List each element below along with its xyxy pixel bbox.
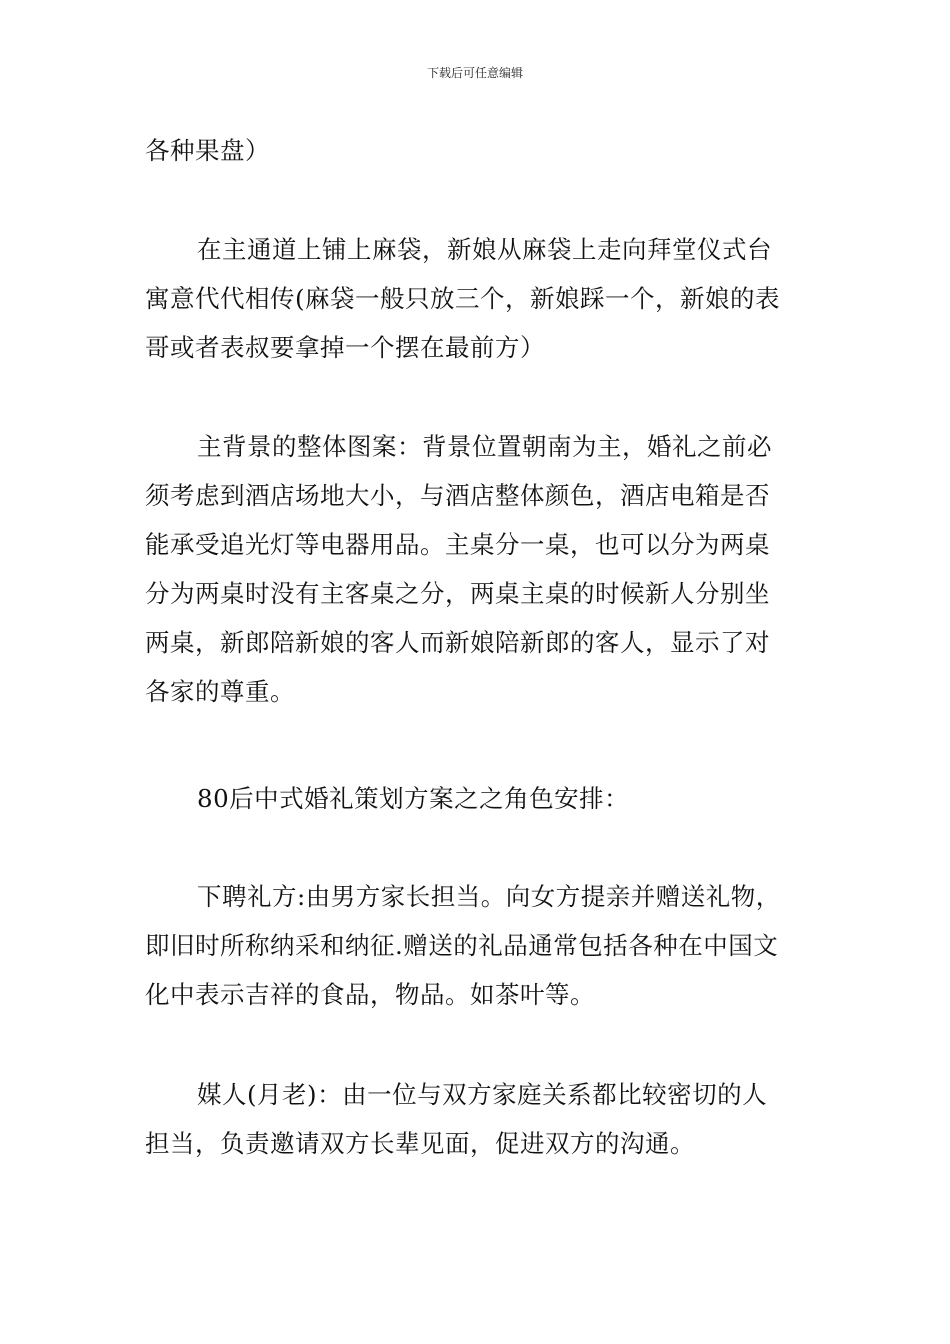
- paragraph-betrothal-gifts: [145, 872, 810, 1019]
- text-line: 即旧时所称纳采和纳征.赠送的礼品通常包括各种在中国文: [145, 931, 779, 960]
- text-line: 主背景的整体图案：背景位置朝南为主，婚礼之前必: [197, 432, 772, 461]
- page-header: 下载后可任意编辑: [426, 66, 523, 80]
- text-line: 下聘礼方:由男方家长担当。向女方提亲并赠送礼物，: [197, 882, 781, 911]
- text-line: 哥或者表叔要拿掉一个摆在最前方）: [145, 333, 545, 362]
- text-line: 两桌，新郎陪新娘的客人而新娘陪新郎的客人，显示了对: [145, 628, 770, 657]
- text-line: 各家的尊重。: [145, 677, 295, 706]
- text-line: 各种果盘）: [145, 136, 270, 165]
- paragraph-fruit-plates: [145, 126, 810, 175]
- text-line: 80后中式婚礼策划方案之之角色安排：: [197, 784, 630, 813]
- paragraph-matchmaker: [145, 1070, 810, 1168]
- text-line: 媒人(月老)：由一位与双方家庭关系都比较密切的人: [197, 1080, 768, 1109]
- paragraph-main-backdrop: [145, 422, 810, 716]
- paragraph-burlap-bags: [145, 225, 810, 372]
- section-heading-roles: [145, 774, 810, 823]
- text-line: 能承受追光灯等电器用品。主桌分一桌，也可以分为两桌: [145, 530, 770, 559]
- text-line: 寓意代代相传(麻袋一般只放三个，新娘踩一个，新娘的表: [145, 284, 781, 313]
- text-line: 化中表示吉祥的食品，物品。如茶叶等。: [145, 980, 595, 1009]
- text-line: 分为两桌时没有主客桌之分，两桌主桌的时候新人分别坐: [145, 579, 770, 608]
- text-line: 须考虑到酒店场地大小，与酒店整体颜色，酒店电箱是否: [145, 481, 770, 510]
- text-line: 在主通道上铺上麻袋，新娘从麻袋上走向拜堂仪式台: [197, 235, 772, 264]
- text-line: 担当，负责邀请双方长辈见面，促进双方的沟通。: [145, 1129, 695, 1158]
